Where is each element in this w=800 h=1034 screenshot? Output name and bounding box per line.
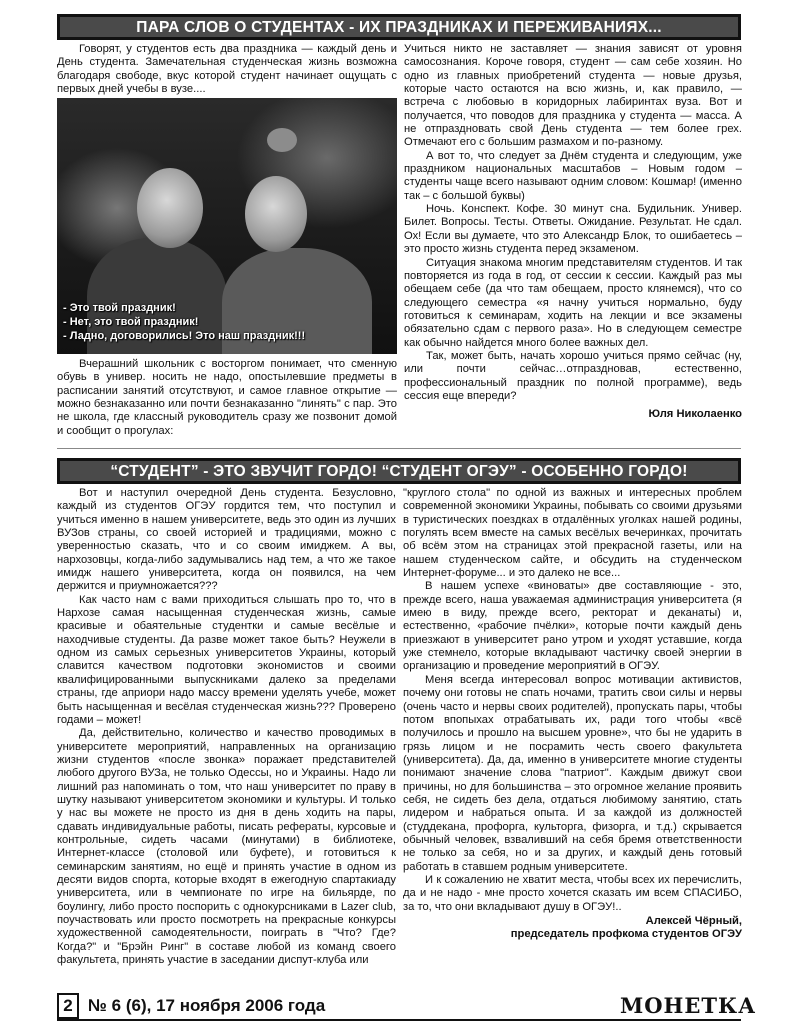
paragraph: В нашем успехе «виноваты» две составляющие - это, прежде всего, наша уважаемая администрация университета (я имею в виду, прежде всего, ректорат и деканаты) и, естественно, «рабочие пчёлки», которые почти каждый день приезжают в университет рано утром и уходят уставшие, когда уже стемнело, которые вкладывают частичку своей энергии в организацию и проведение мероприятий в ОГЭУ. (403, 580, 742, 673)
paragraph: Вот и наступил очередной День студента. Безусловно, каждый из студентов ОГЭУ гордится тем, что поступил и учиться именно в нашем университете, ведь это один из лучших ВУЗов страны, со своей историей и традициями, можно с уверенностью сказать, что и со своим имиджем. А вы, нархозовцы, когда-либо задумывались над тем, а что же такое имидж нашего университета, когда он появился, на чем держится и приумножается??? (57, 487, 396, 593)
article1-left-top (57, 43, 397, 96)
page-number: 2 (57, 993, 79, 1019)
students-photo (57, 98, 397, 354)
paragraph: Как часто нам с вами приходиться слышать про то, что в Нархозе самая насыщенная студенческая жизнь, самые красивые и обаятельные студентки и самые весёлые и находчивые студенты. Да разве может такое быть? Неужели в одном из самых серьезных университетов Украины, который славится качеством подготовки экономистов и своими квалифицированными выпускниками далеко за пределами страны, где априори надо массу времени уделять учебе, может быть насыщенная и весёлая студенческая жизнь??? Проверено годами – может! (57, 593, 396, 726)
caption-line: - Ладно, договорились! Это наш праздник!!! (63, 330, 306, 342)
footer-rule (57, 1019, 741, 1021)
section-divider (57, 448, 741, 449)
paragraph: Ночь. Конспект. Кофе. 30 минут сна. Будильник. Универ. Билет. Вопросы. Тесты. Ответы. Ожидание. Результат. Не сдал. Ох! Если вы думаете, что это Александр Блок, то ошибаетесь – это просто жизнь студента перед экзаменом. (404, 203, 742, 256)
article2-left-column (57, 487, 396, 967)
paragraph: Говорят, у студентов есть два праздника — каждый день и День студента. Замечательная студенческая жизнь возможна благодаря свободе, вкус которой студент начинает ощущать с первых дней учебы в вузе.... (57, 43, 397, 96)
article2-author-title: председатель профкома студентов ОГЭУ (510, 928, 742, 941)
paragraph: Учиться никто не заставляет — знания зависят от уровня самосознания. Короче говоря, студент — сам себе хозяин. Но одно из главных приобретений студента — новые друзья, которые часто остаются на всю жизнь, и, как правило, — встреча с любовью в коридорных лабиринтах вуза. Вот и получается, что поводов для праздника у студента — масса. А не отпраздновать свой День студента — тем более грех. Отмечают его с большим размахом и по-разному. (404, 43, 742, 149)
article1-left-bottom (57, 358, 397, 438)
article1-headline: ПАРА СЛОВ О СТУДЕНТАХ - ИХ ПРАЗДНИКАХ И ПЕРЕЖИВАНИЯХ... (57, 14, 741, 40)
paragraph: Да, действительно, количество и качество проводимых в университете мероприятий, направленных на организацию жизни студентов «после звонка» поражает представителей любого другого ВУЗа, не только Одессы, но и Украины. Надо ли лишний раз напоминать о том, что наш университет по праву в шутку называют университетом экономики и культуры. И только у нас вы можете не просто из дня в день ходить на пары, сдавать индивидуальные работы, писать рефераты, курсовые и контрольные, сидеть часами (минутами) в библиотеке, Интернет-классе (столовой или буфете), и готовиться к семинарским занятиям, но ещё и принять участие в одном из десяти видов спорта, которые входят в ежегодную спартакиаду университета, или в чемпионате по игре на бильярде, по боулингу, либо просто поспорить с однокурсниками в Lazer club, поучаствовать или просто посмотреть на прекрасные конкурсы художественной самодеятельности, поиграть в "Что? Где? Когда?" и "Брэйн Ринг" в составе любой из команд своего факультета, принять участие в заседании диспут-клуба или (57, 727, 396, 967)
paragraph: Ситуация знакома многим представителям студентов. И так повторяется из года в год, от сессии к сессии. Каждый раз мы обещаем себе (да что там обещаем, просто клянемся), что со следующего семестра «я начну учиться нормально, буду готовиться к семинарам, ходить на лекции и все экзамены обязательно сдам с первого раза». Но в следующем семестре как обычно найдется много более важных дел. (404, 256, 742, 349)
paragraph: "круглого стола" по одной из важных и интересных проблем современной экономики Украины, побывать со своими друзьями в туристических поездках в отдалённых уголках нашей родины, погулять всем вместе на самых весёлых вечеринках, прочитать об всём этом на страницах этой прекрасной газеты, или на нашем студенческом сайте, и обсудить на студенческом Интернет-форуме... и это далеко не все... (403, 487, 742, 580)
caption-line: - Это твой праздник! (63, 302, 176, 314)
paragraph: Меня всегда интересовал вопрос мотивации активистов, почему они готовы не спать ночами, тратить свои силы и нервы (очень часто и нервы своих родителей), пропускать пары, чтобы потом впопыхах отрабатывать их, ради того чтобы «всё получилось и прошло на высшем уровне», что бы не ударить в грязь лицом и не посрамить честь своего факультета (университета). Да, да, именно в университете многие студенты понимают значение слова "патриот". Каждым движут свои причины, но для большинства – это огромное желание проявить себя, не сидеть без дела, отдаться любимому занятию, стать лидером и набраться опыта. И за каждой из должностей (студдекана, профорга, культорга, физорга, и т.д.) скрывается обычный человек, взваливший на себя бремя ответственности не только за себя, но и за других, и каждый день готовый работать в ставшем родным университете. (403, 673, 742, 873)
article2-author-name: Алексей Чёрный, (645, 915, 742, 927)
paragraph: А вот то, что следует за Днём студента и следующим, уже праздником национальных масштабов – Новым годом – студенты чаще всего называют одним словом: Кошмар! (именно так – с большой буквы) (404, 149, 742, 202)
article2-headline: “СТУДЕНТ” - ЭТО ЗВУЧИТ ГОРДО! “СТУДЕНТ ОГЭУ” - ОСОБЕННО ГОРДО! (57, 458, 741, 484)
caption-line: - Нет, это твой праздник! (63, 316, 199, 328)
paragraph: Вчерашний школьник с восторгом понимает, что сменную обувь в универ. носить не надо, опостылевшие предметы в расписании занятий отсутствуют, и самое главное открытие — можно безнаказанно или почти безнаказанно "линять" с пар. Это не школа, где классный руководитель сразу же позвонит домой и сообщит о прогулах: (57, 358, 397, 437)
article1-author: Юля Николаенко (648, 408, 742, 421)
photo-captions (63, 301, 305, 343)
article1-right-column (404, 43, 742, 422)
paragraph: И к сожалению не хватит места, чтобы всех их перечислить, да и не надо - мне просто хочется сказать им всем СПАСИБО, за то, что они вкладывают душу в ОГЭУ!.. (403, 873, 742, 913)
issue-info: № 6 (6), 17 ноября 2006 года (88, 996, 326, 1015)
article2-right-column (403, 487, 742, 942)
newspaper-logo: МОНЕТКА (620, 993, 757, 1018)
paragraph: Так, может быть, начать хорошо учиться прямо сейчас (ну, или почти сейчас…отпраздновав, естественно, профессиональный праздник по полной программе), ведь сессия еще впереди? (404, 349, 742, 402)
